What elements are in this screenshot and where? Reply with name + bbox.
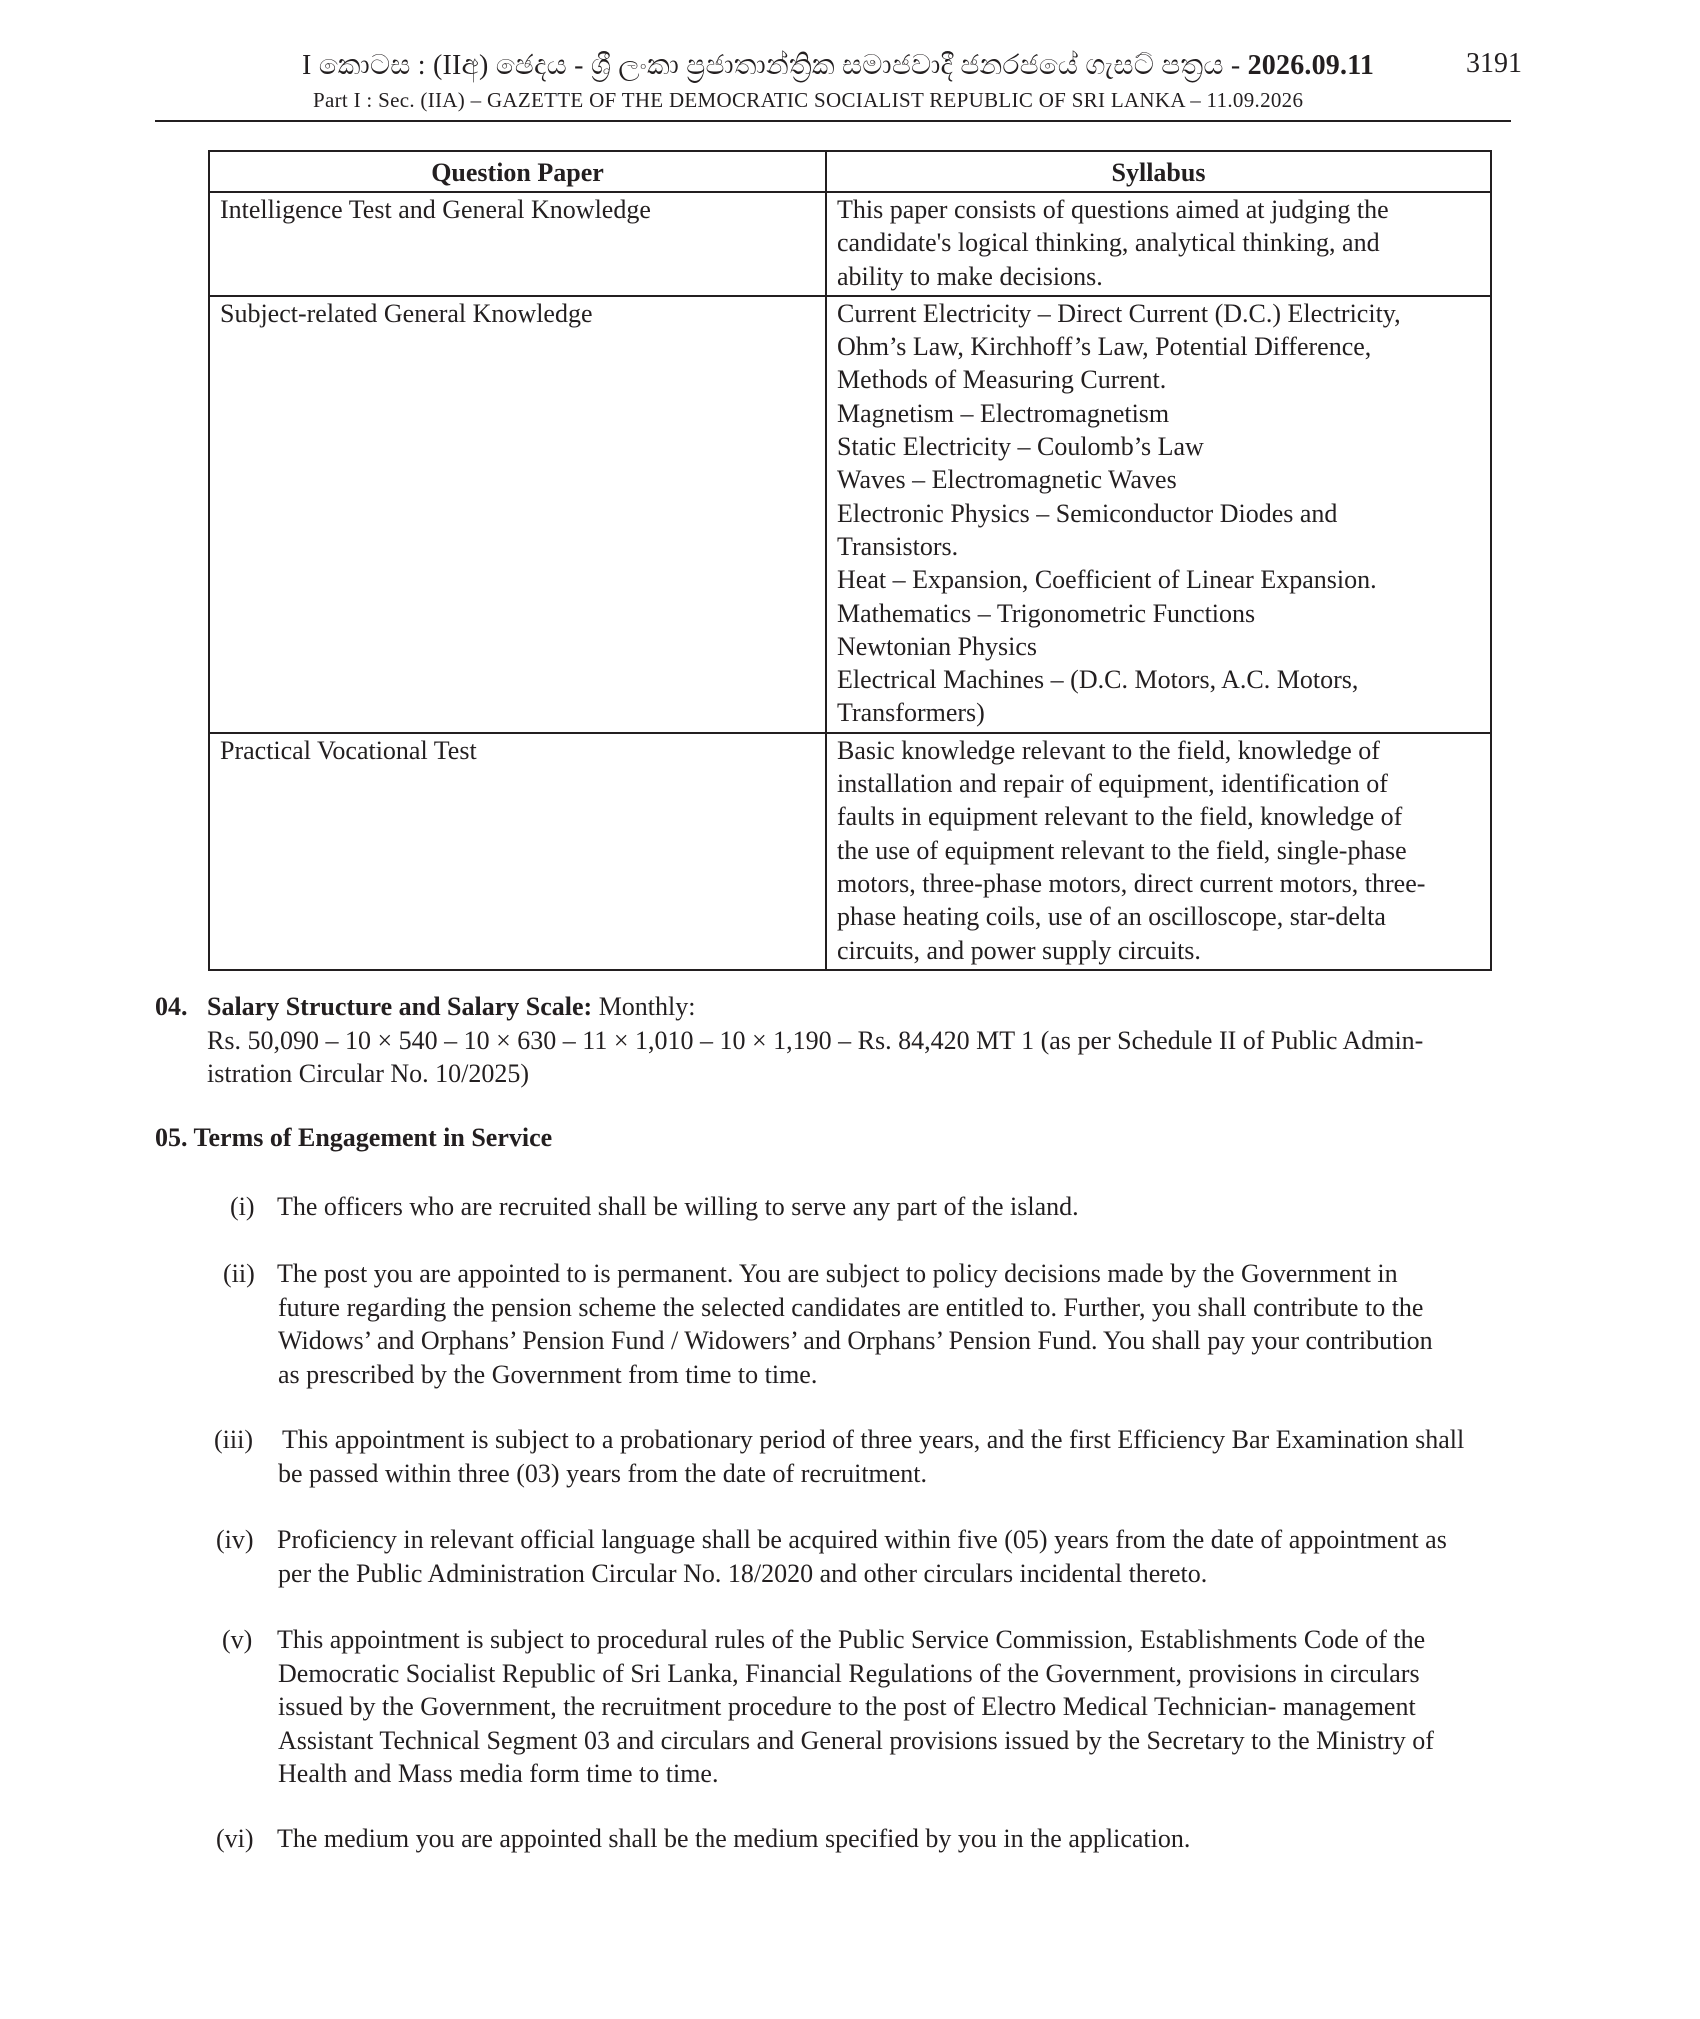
salary-label: Salary Structure and Salary Scale: (207, 992, 593, 1021)
syllabus-line: motors, three-phase motors, direct current motors, three- (837, 868, 1426, 898)
terms-section-title: 05. Terms of Engagement in Service (155, 1123, 553, 1152)
term-item (210, 1822, 1516, 1856)
header-divider (155, 120, 1511, 122)
table-header-row (209, 151, 1491, 192)
term-line: Proficiency in relevant official language shall be acquired within five (05) years from the date of appointment as (277, 1525, 1447, 1554)
term-line: The post you are appointed to is permanent. You are subject to policy decisions made by the Government in (277, 1259, 1398, 1288)
syllabus-line: Transistors. (837, 531, 959, 561)
syllabus-cell (826, 296, 1491, 733)
salary-heading (207, 990, 1510, 1024)
term-line: per the Public Administration Circular No. 18/2020 and other circulars incidental thereto. (278, 1558, 1208, 1588)
term-line: as prescribed by the Government from time to time. (278, 1359, 818, 1389)
syllabus-line: Heat – Expansion, Coefficient of Linear Expansion. (837, 565, 1377, 595)
term-roman-numeral: (ii) (223, 1259, 255, 1288)
term-roman-numeral: (v) (222, 1625, 253, 1654)
term-item (210, 1257, 1516, 1391)
syllabus-line: Methods of Measuring Current. (837, 365, 1167, 395)
syllabus-line: Basic knowledge relevant to the field, knowledge of (837, 735, 1380, 765)
term-line: Widows’ and Orphans’ Pension Fund / Widowers’ and Orphans’ Pension Fund. You shall pay your contribution (278, 1326, 1433, 1355)
term-roman-numeral: (iii) (214, 1425, 253, 1454)
term-line: Democratic Socialist Republic of Sri Lanka, Financial Regulations of the Government, provisions in circulars (278, 1658, 1420, 1688)
term-line: The officers who are recruited shall be willing to serve any part of the island. (277, 1192, 1079, 1221)
term-roman-numeral: (vi) (216, 1824, 254, 1853)
table-header-question-paper: Question Paper (209, 151, 826, 192)
page-number: 3191 (1466, 48, 1522, 79)
header-english-title: Part I : Sec. (IIA) – GAZETTE OF THE DEMOCRATIC SOCIALIST REPUBLIC OF SRI LANKA – 11.09.2026 (313, 88, 1304, 112)
syllabus-line: the use of equipment relevant to the field, single-phase (837, 835, 1407, 865)
syllabus-line: Current Electricity – Direct Current (D.C.) Electricity, (837, 298, 1401, 328)
syllabus-line: Transformers) (837, 698, 985, 728)
syllabus-line: phase heating coils, use of an oscilloscope, star-delta (837, 902, 1386, 932)
term-line: Health and Mass media form time to time. (278, 1759, 719, 1788)
term-line: future regarding the pension scheme the selected candidates are entitled to. Further, you shall contribute to the (278, 1292, 1424, 1322)
syllabus-line: Ohm’s Law, Kirchhoff’s Law, Potential Difference, (837, 332, 1372, 362)
term-item (210, 1623, 1516, 1791)
header-sinhala-text: I කොටස : (IIඅ) ඡෙදය - ශ්‍රී ලංකා ප්‍රජාතාන්ත්‍රික සමාජවාදී ජනරජයේ ගැසට් පත්‍රය - (302, 50, 1248, 81)
term-roman-numeral: (iv) (216, 1525, 254, 1554)
term-line: The medium you are appointed shall be the medium specified by you in the application. (277, 1824, 1191, 1853)
syllabus-line: candidate's logical thinking, analytical thinking, and (837, 228, 1380, 258)
term-line: This appointment is subject to a probationary period of three years, and the first Efficiency Bar Examination shall (282, 1425, 1465, 1454)
term-item (210, 1523, 1516, 1590)
question-paper-cell: Intelligence Test and General Knowledge (209, 192, 826, 296)
syllabus-cell (826, 733, 1491, 970)
syllabus-line: Electronic Physics – Semiconductor Diodes and (837, 498, 1338, 528)
term-line: This appointment is subject to procedural rules of the Public Service Commission, Establishments Code of the (277, 1625, 1426, 1654)
term-roman-numeral: (i) (230, 1192, 255, 1221)
syllabus-line: Waves – Electromagnetic Waves (837, 465, 1177, 495)
syllabus-cell (826, 192, 1491, 296)
syllabus-line: ability to make decisions. (837, 261, 1103, 291)
syllabus-line: Magnetism – Electromagnetism (837, 398, 1170, 428)
salary-scale-line: Rs. 50,090 – 10 × 540 – 10 × 630 – 11 × 1,010 – 10 × 1,190 – Rs. 84,420 MT 1 (as per Schedule II of Public Admin- (207, 1025, 1424, 1055)
term-line: Assistant Technical Segment 03 and circulars and General provisions issued by the Secretary to the Ministry of (278, 1725, 1434, 1755)
header-sinhala-title (302, 50, 1374, 82)
question-paper-cell: Practical Vocational Test (209, 733, 826, 970)
syllabus-table (208, 150, 1492, 971)
term-item (210, 1423, 1516, 1490)
syllabus-line: Electrical Machines – (D.C. Motors, A.C. Motors, (837, 665, 1359, 695)
question-paper-cell: Subject-related General Knowledge (209, 296, 826, 733)
syllabus-line: Newtonian Physics (837, 631, 1038, 661)
header-date: 2026.09.11 (1247, 50, 1375, 81)
syllabus-line: installation and repair of equipment, identification of (837, 769, 1388, 799)
salary-scale-line: istration Circular No. 10/2025) (207, 1059, 530, 1088)
section-number: 04. (155, 992, 188, 1021)
table-row (209, 733, 1491, 970)
term-line: issued by the Government, the recruitment procedure to the post of Electro Medical Technician- management (278, 1692, 1416, 1721)
term-item (210, 1190, 1516, 1224)
syllabus-line: circuits, and power supply circuits. (837, 935, 1201, 965)
syllabus-line: This paper consists of questions aimed at judging the (837, 195, 1389, 224)
table-row (209, 192, 1491, 296)
table-header-syllabus: Syllabus (826, 151, 1491, 192)
syllabus-line: Mathematics – Trigonometric Functions (837, 598, 1256, 628)
salary-section (155, 990, 1510, 1091)
syllabus-line: faults in equipment relevant to the field, knowledge of (837, 802, 1403, 832)
table-row (209, 296, 1491, 733)
salary-section-body (207, 990, 1510, 1091)
term-line: be passed within three (03) years from the date of recruitment. (278, 1458, 928, 1488)
syllabus-line: Static Electricity – Coulomb’s Law (837, 432, 1204, 462)
salary-label-suffix: Monthly: (592, 992, 696, 1021)
